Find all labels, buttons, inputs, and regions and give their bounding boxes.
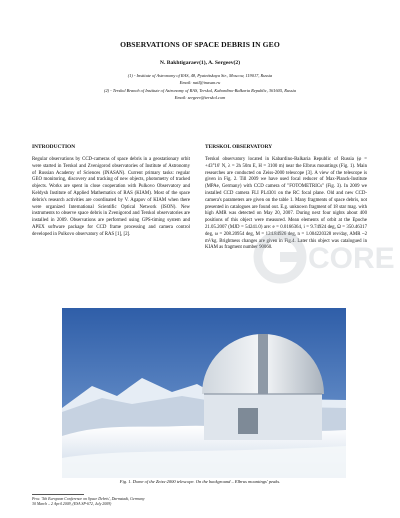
affiliation-2: (2) - Terskol Branch of Institute of Astronomy of RAS, Terskol, Kabardino-Balkaria Republic, 361605, Russia [104,87,296,93]
terskol-column [205,157,367,252]
footnote-line-2: 30 March – 2 April 2009, (ESA SP-672, July 2009) [32,502,112,507]
affiliations [0,72,400,102]
figure-caption: Fig. 1. Dome of the Zeiss-2000 telescope. On the background – Elbrus mountings' peaks. [119,479,281,484]
watermark-text: CORE [308,242,395,275]
introduction-paragraph: Regular observations by CCD-cameras of space debris in a geostationary orbit were started in Terskol and Zvenigorod observatories of Institute of Astronomy of Russian Academy of Sciences (INASAN). Current primary tasks: regular GEO monitoring, discovery and tracking of new objects, photometry of tracked objects. Works are spent in close cooperation with Pulkovo Observatory and Keldysh Institute of Applied Mathematics of RAS (KIAM). Most of the space debris's research activities are coordinated by V. Agapov of KIAM when there were organized International Scientific Optical Network (ISON). New instruments to observe space debris in Zvenigorod and Terskol observatories are installed in 2009. Observations are performed using GPS-timing system and APEX software package for CCD frame processing and camera control developed in Pulkovo observatory of RAS [1], [2]. [32,157,190,237]
paper-title: OBSERVATIONS OF SPACE DEBRIS IN GEO [120,40,280,49]
introduction-heading: INTRODUCTION [32,144,76,150]
footnote [32,497,145,507]
dome-building [204,392,322,440]
affiliation-1-email: Email: nail@inasan.ru [179,80,221,86]
terskol-paragraph: Terskol observatory located in Kabardino-Balkaria Republic of Russia (φ = +43°16' N, λ = 2h 50m E, H = 3100 m) near the Elbrus mountings (Fig. 1). Main researches are conducted on Zeiss-2000 telescope [3]. A view of the telescope is given in Fig. 2. Till 2009 we have used focal reducer of Max-Planck-Institute (MPAe, Germany) with CCD camera of "FOTOMETRICs" (Fig. 3). In 2009 we installed CCD camera FLI PL4301 on the RC focal plane. Old and new CCD-camera's parameters are given on the table 1. Many fragments of space debris, not presented in catalogues are found out. E.g. unknown fragment of 18 star mag. with high AMR was detected on May 20, 2007. During next four nights about 400 positions of this object were measured. Mean elements of orbit at the Epoche 21.05.2007 (MJD = 54241.0) are: e = 0.0166364, i = 9.74924 deg, Ω = 350.46317 deg, ω = 208.20954 deg, M = 124.84926 deg, n = 1.004220328 rev/day, AMR ~2 m²/kg. Brightness changes are given in Fig.4. Later this object was catalogued in KIAM as fragment number 90060. [205,157,367,251]
footnote-line-1: Proc. '5th European Conference on Space Debris', Darmstadt, Germany [32,497,145,501]
paper-authors: N. Bakhtigaraev(1), A. Sergeev(2) [159,60,241,66]
dome-slit [258,334,268,394]
telescope-dome-photo [62,308,346,478]
introduction-column [32,157,190,239]
figure-telescope-dome [62,308,346,478]
affiliation-1: (1) - Institute of Astronomy of RAS, 48, Pyatnitskaya Str., Moscow, 119017, Russia [127,73,273,78]
affiliation-2-email: Email: sergeev@terskol.com [174,95,226,101]
terskol-observatory-heading: TERSKOL OBSERVATORY [205,144,273,150]
footnote-divider [32,494,84,495]
